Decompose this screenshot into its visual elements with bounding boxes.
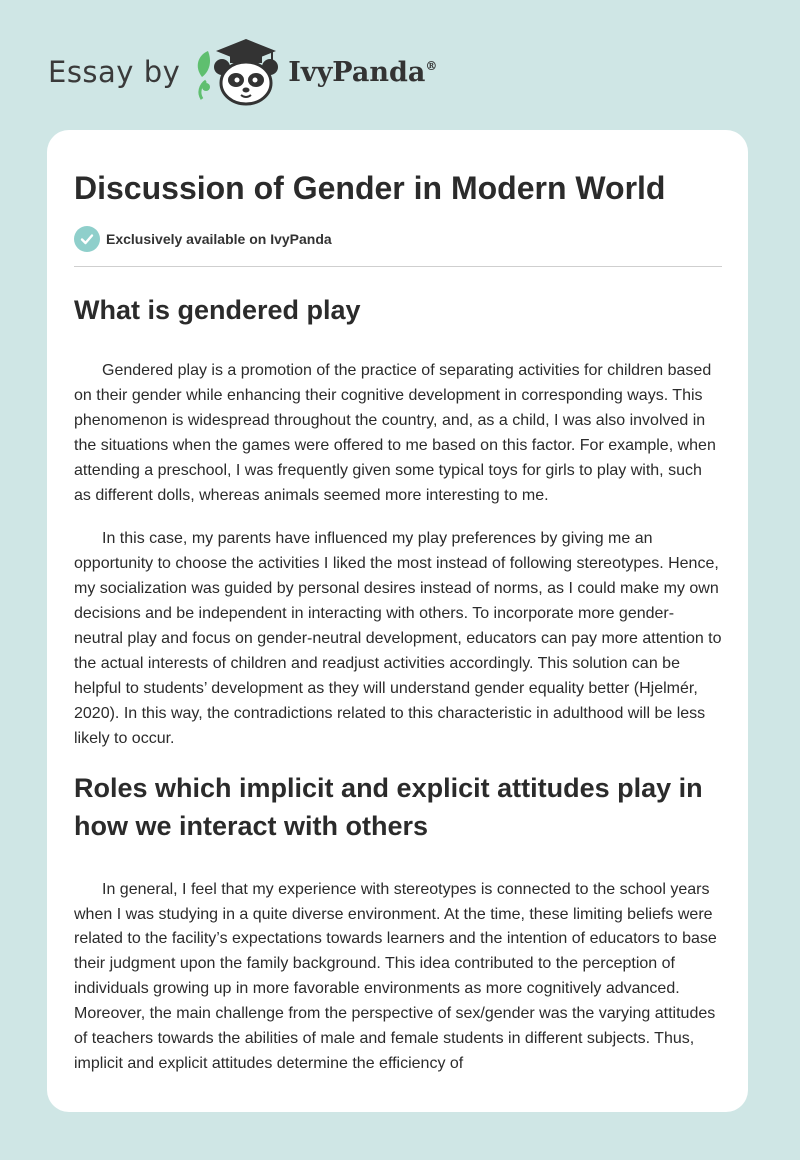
check-icon xyxy=(74,226,100,252)
site-header xyxy=(48,36,437,108)
exclusive-badge xyxy=(74,226,722,252)
brand-name[interactable]: IvyPanda® xyxy=(288,56,438,88)
article-card xyxy=(47,130,748,1112)
section-gendered-play xyxy=(74,291,722,752)
panda-graduate-icon xyxy=(192,37,284,107)
divider xyxy=(74,266,722,267)
paragraph: Gendered play is a promotion of the practice of separating activities for children based on their gender while enhancing their cognitive development in corresponding ways. This phenomenon is widespread throughout the country, and, as a child, I was also involved in the situations when the games were offered to me based on this factor. For example, when attending a preschool, I was frequently given some typical toys for girls to play with, such as different dolls, whereas animals seemed more interesting to me. xyxy=(74,362,716,504)
paragraph: In this case, my parents have influenced my play preferences by giving me an opportunity to choose the activities I liked the most instead of following stereotypes. Hence, my socialization was guided by personal desires instead of norms, as I could make my own decisions and be independent in interacting with others. To incorporate more gender-neutral play and focus on gender-neutral development, educators can pay more attention to the actual interests of children and readjust activities accordingly. This solution can be helpful to students’ development as they will understand gender equality better (Hjelmér, 2020). In this way, the contradictions related to this characteristic in adulthood will be less likely to occur. xyxy=(74,530,722,747)
page-title: Discussion of Gender in Modern World xyxy=(74,170,666,206)
paragraph: In general, I feel that my experience with stereotypes is connected to the school years when I was studying in a quite diverse environment. At the time, these limiting beliefs were related to the facility’s expectations towards learners and the intention of educators to base their judgment upon the family background. This idea contributed to the perception of individuals growing up in more favorable environments as more cognitively advanced. Moreover, the main challenge from the perspective of sex/gender was the varying attitudes of teachers towards the abilities of male and female students in different subjects. Thus, implicit and explicit attitudes determine the efficiency of xyxy=(74,880,717,1072)
essay-by-label: Essay by xyxy=(48,55,181,89)
registered-mark: ® xyxy=(425,58,438,73)
section-attitudes xyxy=(74,769,722,1077)
badge-label: Exclusively available on IvyPanda xyxy=(106,231,332,247)
section-heading: What is gendered play xyxy=(74,295,361,325)
section-heading: Roles which implicit and explicit attitudes play in how we interact with others xyxy=(74,772,703,841)
